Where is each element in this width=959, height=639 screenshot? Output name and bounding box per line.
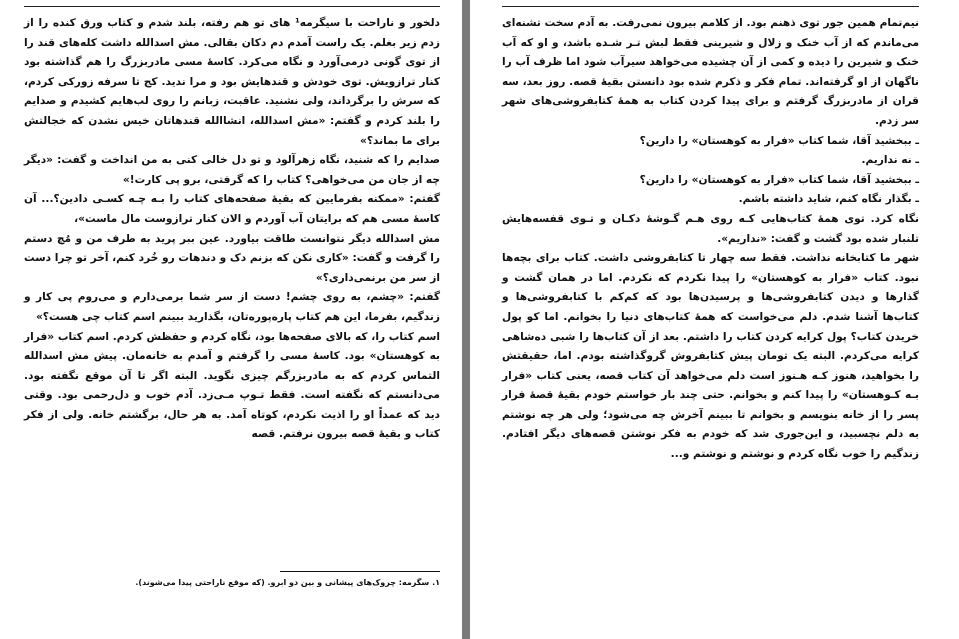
paragraph: گفتم: «چشم، به روی چشم! دست از سر شما برمی‌دارم و می‌روم پی کار و زندگیم، بفرما، این هم کتاب پاره‌پوره‌تان، بگذارید ببینم اسم کتاب چی هست؟» xyxy=(24,291,440,323)
paragraph: شهر ما کتابخانه نداشت. فقط سه چهار تا کتابفروشی داشت. کتاب برای بچه‌ها نبود. کتاب «فرار به کوهستان» را پیدا نکردم که نکردم. اما در همان گشت و گذارها و دیدن کتابفروشی‌ها و پرسیدن‌ها بود که کم‌کم با کتابفروشی‌ها و کتاب‌ها آشنا شدم. دلم می‌خواست که همهٔ کتاب‌های دنیا را بخوانم. اما کو پول خریدن کتاب؟ پول کرایه کردن کتاب را داشتم. بعد از آن کتاب‌ها را شبی ده‌شاهی کرایه می‌کردم. البته یک تومان پیش کتابفروش گروگذاشته بودم. اما، حقیقتش را بخواهید، هنوز کـه هـنوز است دلم می‌خواهد آن کتاب قصه، یعنی کتاب «فرار بـه کـوهستان» را پیدا کنم و بخوانم. حتی چند بار خواستم خودم بقیهٔ قصهٔ فرار پسر را از خانه بنویسم و بخوانم تا ببینم آخرش چه می‌شود؛ ولی هر چه نوشتم به دلم نچسبید، و این‌جوری شد که خودم به فکر نوشتن قصه‌های دیگر افتادم. زندگیم را خوب نگاه کردم و نوشتم و نوشتم و... xyxy=(502,252,919,461)
dialogue-line: ـ بگذار نگاه کنم، شاید داشته باشم. xyxy=(738,193,919,206)
paragraph: صدایم را که شنید، نگاه زهرآلود و تو دل خالی کنی به من انداخت و گفت: «دیگر چه از جان من می‌خواهی؟ کتاب را که گرفتی، برو پی کارت!» xyxy=(24,154,440,186)
paragraph: نیم‌تمام همین جور توی ذهنم بود. از کلامم بیرون نمی‌رفت. به آدم سخت تشنه‌ای می‌ماندم که از آب خنک و زلال و شیرینی فقط لبش تـر شـده باشد، و او که آب خنک و شیرین را دیده و کمی از آن چشیده می‌خواهد سیرآب شود اما ظرف آب را ناگهان از او گرفته‌اند. تمام فکر و ذکرم شده بود دانستن بقیهٔ قصه. روز بعد، سه قران از مادربزرگ گرفتم و برای پیدا کردن کتاب به همهٔ کتابفروشی‌های شهر سر زدم. xyxy=(502,17,919,127)
paragraph: دلخور و ناراحت با سیگرمه¹ های تو هم رفته، بلند شدم و کتاب ورق کنده را از زدم زیر بغلم. یک راست آمدم دم دکان بقالی. مش اسدالله داشت کله‌های قند را از توی گونی درمی‌آورد و نگاه می‌کرد. کاسهٔ مسی مادربزرگ را هم گذاشته بود کنار ترازویش. توی خودش و قندهایش بود و مرا ندید. کج تا سرفه زورکی کردم، که سرش را برگرداند، ولی نشنید. عاقبت، زبانم را روی لب‌هایم کشیدم و صدایم را بلند کردم و گفتم: «مش اسدالله، انشاالله قندهاتان خیس نشدن که خجالتش برای ما بماند؟» xyxy=(24,17,440,147)
dialogue-line: ـ نه نداریم. xyxy=(861,154,919,167)
right-page-body xyxy=(502,14,919,465)
left-page xyxy=(0,0,462,639)
paragraph: گفتم: «ممکنه بفرمایین که بقیهٔ صفحه‌های کتاب را بـه چـه کسـی دادین؟... آن کاسهٔ مسی هم که برایتان آب آوردم و الان کنار ترازوست مال ماست»، xyxy=(24,193,440,225)
footnote-divider xyxy=(280,571,440,572)
left-page-body xyxy=(24,14,440,445)
dialogue-line: ـ ببخشید آقا، شما کتاب «فرار به کوهستان» را دارین؟ xyxy=(639,134,919,147)
paragraph: اسم کتاب را، که بالای صفحه‌ها بود، نگاه کردم و حفظش کردم. اسم کتاب «فرار به کوهستان» بود. کاسهٔ مسی را گرفتم و آمدم به خانه‌مان. پیش مش اسدالله التماس کردم که به مادربزرگم چیزی نگوید. البته اگر تا آن موقع نگفته بود. می‌دانستم که نگفته است. فقط تـوپ مـی‌زد. آدم خوب و دل‌رحمی بود. وقتی دید که عمداً او را اذیت نکردم، کوتاه آمد. به هر حال، برگشتم خانه. ولی از فکر کتاب و بقیهٔ قصه بیرون نرفتم. قصه xyxy=(24,330,440,441)
running-head-left xyxy=(24,0,440,7)
paragraph: نگاه کرد. توی همهٔ کتاب‌هایی کـه روی هـم گـوشهٔ دکـان و تـوی قفسه‌هایش تلنبار شده بود گشت و گفت: «نداریم». xyxy=(502,212,919,245)
right-page xyxy=(470,0,959,639)
dialogue-line: ـ ببخشید آقا، شما کتاب «فرار به کوهستان» را دارین؟ xyxy=(639,173,919,186)
running-head-right xyxy=(502,0,919,7)
paragraph: مش اسدالله دیگر نتوانست طاقت بیاورد. عین ببر پرید به طرف من و مُچ دستم را گرفت و گفت: «کاری نکن که بزنم دک و دندهات رو خُرد کنم، آخر تو چرا دست از سر من برنمی‌داری؟» xyxy=(24,232,440,284)
footnote: ۱. سگرمه: چروک‌های پیشانی و بین دو ابرو. (که موقع ناراحتی پیدا می‌شوند). xyxy=(135,578,440,587)
